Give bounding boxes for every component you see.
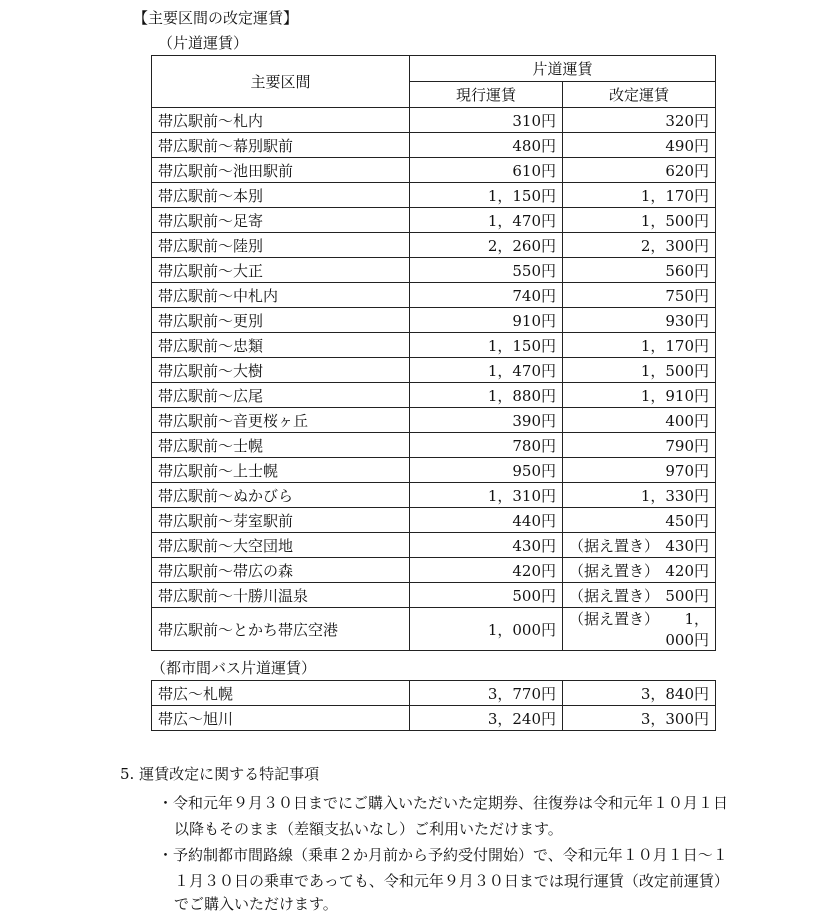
revised-fare-cell: 1，170円 <box>563 333 716 358</box>
bus-table-label: （都市間バス片道運賃） <box>151 659 317 677</box>
section-cell: 帯広駅前～幕別駅前 <box>152 133 410 158</box>
current-fare-cell: 1，880円 <box>410 383 563 408</box>
table-row <box>152 558 716 583</box>
column-header-current: 現行運賃 <box>410 82 563 108</box>
column-header-section: 主要区間 <box>152 56 410 108</box>
revised-fare-cell: 930円 <box>563 308 716 333</box>
column-header-revised: 改定運賃 <box>563 82 716 108</box>
revised-fare-cell <box>563 558 716 583</box>
section-cell: 帯広駅前～士幌 <box>152 433 410 458</box>
section-cell: 帯広駅前～広尾 <box>152 383 410 408</box>
heading: 【主要区間の改定運賃】 <box>133 9 299 27</box>
revised-fare-cell: 3，300円 <box>563 706 716 731</box>
current-fare-cell: 1，310円 <box>410 483 563 508</box>
table-row <box>152 283 716 308</box>
section-cell: 帯広駅前～帯広の森 <box>152 558 410 583</box>
revised-fare-cell: 1，500円 <box>563 208 716 233</box>
revised-fare-cell <box>563 583 716 608</box>
revised-fare-cell: 3，840円 <box>563 681 716 706</box>
column-header-group: 片道運賃 <box>410 56 716 82</box>
table-row <box>152 158 716 183</box>
revised-fare-value: 1，000円 <box>665 610 710 649</box>
section-cell: 帯広駅前～芽室駅前 <box>152 508 410 533</box>
current-fare-cell: 610円 <box>410 158 563 183</box>
revised-fare-cell: 320円 <box>563 108 716 133</box>
note-line: 以降もそのまま（差額支払いなし）ご利用いただけます。 <box>174 820 563 838</box>
revised-fare-cell: 1，330円 <box>563 483 716 508</box>
current-fare-cell: 3，770円 <box>410 681 563 706</box>
note-line: １月３０日の乗車であっても、令和元年９月３０日までは現行運賃（改定前運賃） <box>174 872 729 890</box>
current-fare-cell: 500円 <box>410 583 563 608</box>
revised-fare-cell: 1，910円 <box>563 383 716 408</box>
section-cell: 帯広駅前～本別 <box>152 183 410 208</box>
revised-fare-value: 420円 <box>665 561 710 580</box>
revised-fare-cell <box>563 608 716 651</box>
table-row <box>152 681 716 706</box>
section-cell: 帯広駅前～大空団地 <box>152 533 410 558</box>
revised-fare-cell: 2，300円 <box>563 233 716 258</box>
section-cell: 帯広駅前～上士幌 <box>152 458 410 483</box>
table-row <box>152 383 716 408</box>
section-cell: 帯広～札幌 <box>152 681 410 706</box>
section-cell: 帯広～旭川 <box>152 706 410 731</box>
current-fare-cell: 1，000円 <box>410 608 563 651</box>
current-fare-cell: 390円 <box>410 408 563 433</box>
current-fare-cell: 1，150円 <box>410 333 563 358</box>
revised-fare-cell: 1，500円 <box>563 358 716 383</box>
current-fare-cell: 780円 <box>410 433 563 458</box>
current-fare-cell: 910円 <box>410 308 563 333</box>
table-row <box>152 233 716 258</box>
table-row <box>152 258 716 283</box>
current-fare-cell: 3，240円 <box>410 706 563 731</box>
table-row <box>152 608 716 651</box>
table-row <box>152 208 716 233</box>
unchanged-note: （据え置き） <box>569 561 660 580</box>
current-fare-cell: 2，260円 <box>410 233 563 258</box>
revised-fare-cell: 400円 <box>563 408 716 433</box>
current-fare-cell: 740円 <box>410 283 563 308</box>
revised-fare-value: 500円 <box>665 586 710 605</box>
section-cell: 帯広駅前～ぬかびら <box>152 483 410 508</box>
revised-fare-cell: 1，170円 <box>563 183 716 208</box>
section-cell: 帯広駅前～音更桜ヶ丘 <box>152 408 410 433</box>
section-cell: 帯広駅前～中札内 <box>152 283 410 308</box>
table-row <box>152 533 716 558</box>
table-row <box>152 108 716 133</box>
current-fare-cell: 1，470円 <box>410 358 563 383</box>
section-cell: 帯広駅前～池田駅前 <box>152 158 410 183</box>
bus-fare-table <box>151 680 716 731</box>
section-cell: 帯広駅前～札内 <box>152 108 410 133</box>
section-cell: 帯広駅前～足寄 <box>152 208 410 233</box>
section-cell: 帯広駅前～陸別 <box>152 233 410 258</box>
fare-table <box>151 55 716 651</box>
table-row <box>152 458 716 483</box>
current-fare-cell: 550円 <box>410 258 563 283</box>
table-row <box>152 483 716 508</box>
section-title: 5. 運賃改定に関する特記事項 <box>120 765 320 783</box>
revised-fare-cell: 490円 <box>563 133 716 158</box>
table-row <box>152 433 716 458</box>
current-fare-cell: 440円 <box>410 508 563 533</box>
table-row <box>152 706 716 731</box>
unchanged-note: （据え置き） <box>569 586 660 605</box>
current-fare-cell: 310円 <box>410 108 563 133</box>
current-fare-cell: 1，470円 <box>410 208 563 233</box>
section-cell: 帯広駅前～大樹 <box>152 358 410 383</box>
current-fare-cell: 480円 <box>410 133 563 158</box>
section-cell: 帯広駅前～とかち帯広空港 <box>152 608 410 651</box>
current-fare-cell: 950円 <box>410 458 563 483</box>
table-row <box>152 333 716 358</box>
revised-fare-cell: 970円 <box>563 458 716 483</box>
revised-fare-cell: 620円 <box>563 158 716 183</box>
table-row <box>152 583 716 608</box>
table-row <box>152 308 716 333</box>
note-line: ・令和元年９月３０日までにご購入いただいた定期券、往復券は令和元年１０月１日 <box>158 794 729 812</box>
section-cell: 帯広駅前～大正 <box>152 258 410 283</box>
revised-fare-cell: 790円 <box>563 433 716 458</box>
revised-fare-cell: 560円 <box>563 258 716 283</box>
section-cell: 帯広駅前～更別 <box>152 308 410 333</box>
current-fare-cell: 420円 <box>410 558 563 583</box>
revised-fare-value: 430円 <box>665 536 710 555</box>
revised-fare-cell <box>563 533 716 558</box>
unchanged-note: （据え置き） <box>569 536 660 555</box>
table-row <box>152 508 716 533</box>
table-row <box>152 358 716 383</box>
section-cell: 帯広駅前～忠類 <box>152 333 410 358</box>
revised-fare-cell: 750円 <box>563 283 716 308</box>
note-line: ・予約制都市間路線（乗車２か月前から予約受付開始）で、令和元年１０月１日～１ <box>158 846 728 864</box>
current-fare-cell: 430円 <box>410 533 563 558</box>
current-fare-cell: 1，150円 <box>410 183 563 208</box>
table-row <box>152 183 716 208</box>
revised-fare-cell: 450円 <box>563 508 716 533</box>
unchanged-note: （据え置き） <box>569 610 660 628</box>
subheading: （片道運賃） <box>158 34 249 52</box>
section-cell: 帯広駅前～十勝川温泉 <box>152 583 410 608</box>
note-line: でご購入いただけます。 <box>174 895 338 913</box>
table-row <box>152 408 716 433</box>
table-row <box>152 133 716 158</box>
